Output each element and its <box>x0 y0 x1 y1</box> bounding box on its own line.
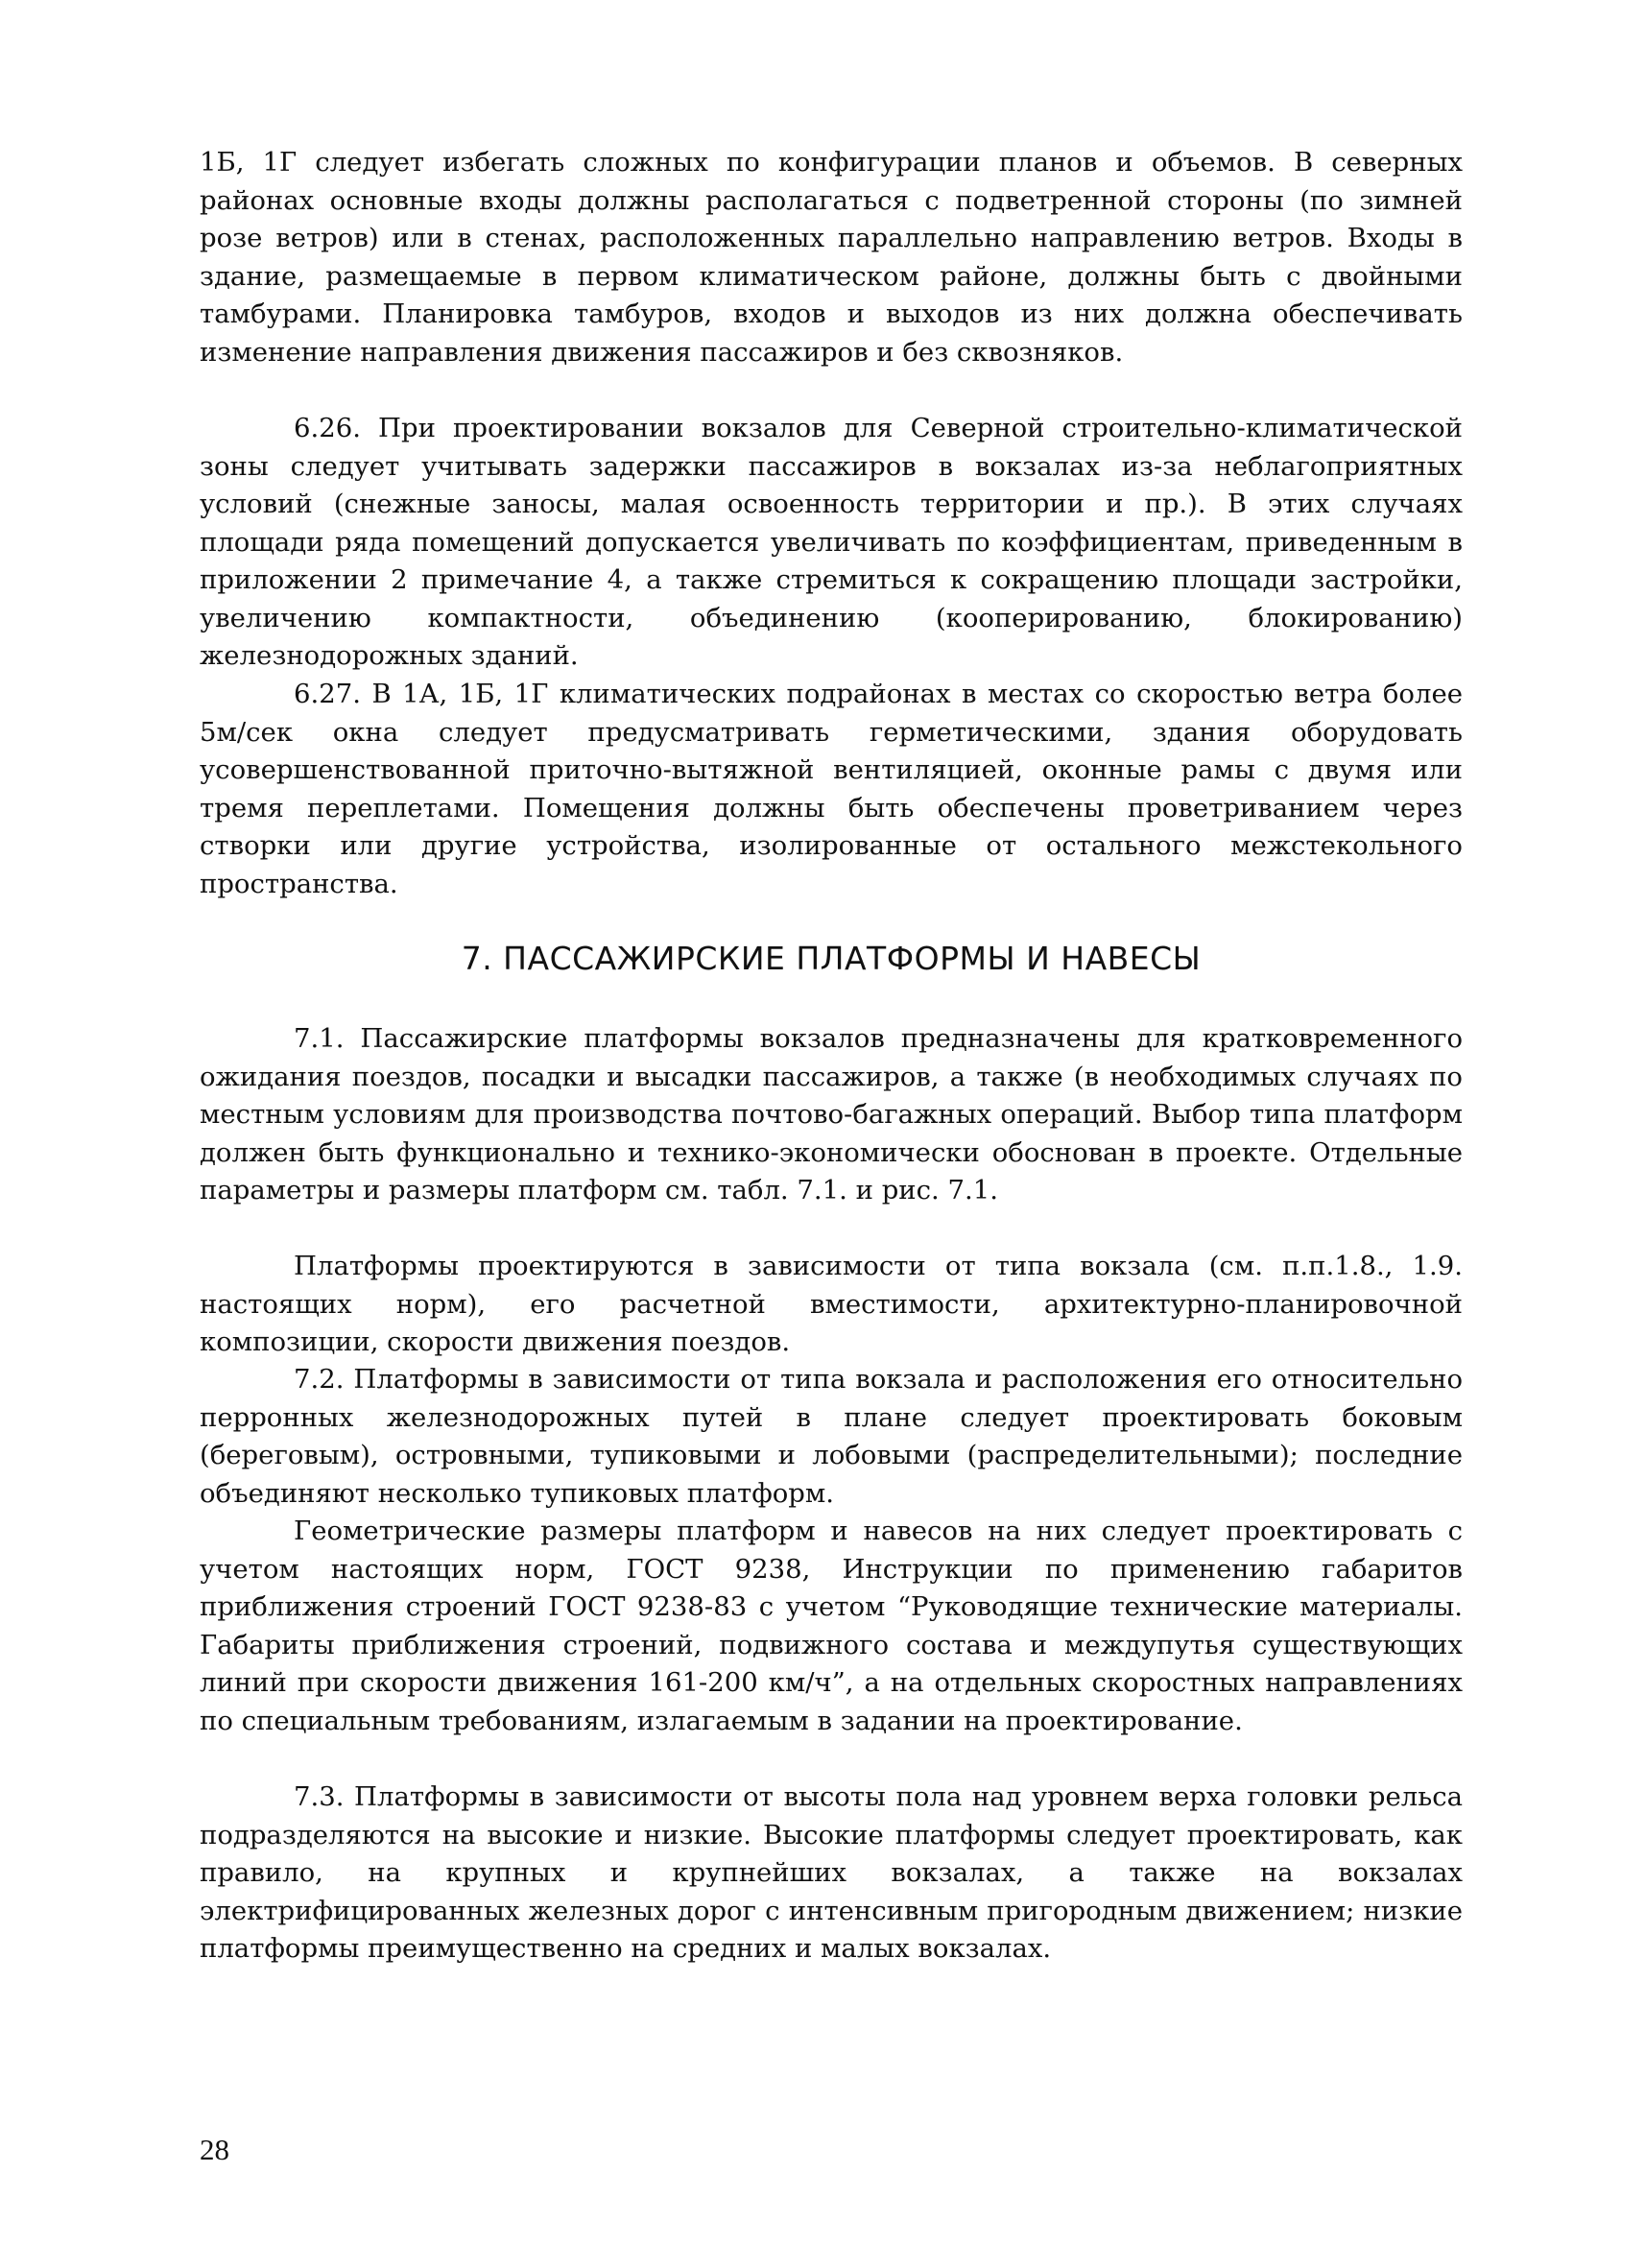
paragraph-6-27: 6.27. В 1А, 1Б, 1Г климатических подрайонах в местах со скоростью ветра более 5м/сек окна следует предусматривать герметическими, здания оборудовать усовершенствованной приточно-вытяжной вентиляцией, оконные рамы с двумя или тремя переплетами. Помещения должны быть обеспечены проветриванием через створки или другие устройства, изолированные от остального межстекольного пространства. <box>200 679 1463 899</box>
paragraph-entrances-northern-regions: 1Б, 1Г следует избегать сложных по конфигурации планов и объемов. В северных районах основные входы должны располагаться с подветренной стороны (по зимней розе ветров) или в стенах, расположенных параллельно направлению ветров. Входы в здание, размещаемые в первом климатическом районе, должны быть с двойными тамбурами. Планировка тамбуров, входов и выходов из них должна обеспечивать изменение направления движения пассажиров и без сквозняков. <box>200 147 1463 368</box>
paragraph-6-26: 6.26. При проектировании вокзалов для Северной строительно-климатической зоны следует учитывать задержки пассажиров в вокзалах из-за неблагоприятных условий (снежные заносы, малая освоенность территории и пр.). В этих случаях площади ряда помещений допускается увеличивать по коэффициентам, приведенным в приложении 2 примечание 4, а также стремиться к сокращению площади застройки, увеличению компактности, объединению (кооперированию, блокированию) железнодорожных зданий. <box>200 413 1463 671</box>
paragraph-7-3: 7.3. Платформы в зависимости от высоты пола над уровнем верха головки рельса подразделяются на высокие и низкие. Высокие платформы следует проектировать, как правило, на крупных и крупнейших вокзалах, а также на вокзалах электрифицированных железных дорог с интенсивным пригородным движением; низкие платформы преимущественно на средних и малых вокзалах. <box>200 1781 1463 1964</box>
paragraph-geometric-dimensions: Геометрические размеры платформ и навесов на них следует проектировать с учетом настоящих норм, ГОСТ 9238, Инструкции по применению габаритов приближения строений ГОСТ 9238-83 с учетом “Руководящие технические материалы. Габариты приближения строений, подвижного состава и междупутья существующих линий при скорости движения 161-200 км/ч”, а на отдельных скоростных направлениях по специальным требованиям, излагаемым в задании на проектирование. <box>200 1516 1463 1736</box>
paragraph-7-2: 7.2. Платформы в зависимости от типа вокзала и расположения его относительно перронных железнодорожных путей в плане следует проектировать боковым (береговым), островными, тупиковыми и лобовыми (распределительными); последние объединяют несколько тупиковых платформ. <box>200 1364 1463 1509</box>
paragraph-platform-design: Платформы проектируются в зависимости от типа вокзала (см. п.п.1.8., 1.9. настоящих норм), его расчетной вместимости, архитектурно-планировочной композиции, скорости движения поездов. <box>200 1251 1463 1357</box>
page-number: 28 <box>200 2133 229 2166</box>
paragraph-7-1: 7.1. Пассажирские платформы вокзалов предназначены для кратковременного ожидания поездов, посадки и высадки пассажиров, а также (в необходимых случаях по местным условиям для производства почтово-багажных операций. Выбор типа платформ должен быть функционально и технико-экономически обоснован в проекте. Отдельные параметры и размеры платформ см. табл. 7.1. и рис. 7.1. <box>200 1023 1463 1206</box>
section-title: 7. ПАССАЖИРСКИЕ ПЛАТФОРМЫ И НАВЕСЫ <box>461 940 1202 977</box>
